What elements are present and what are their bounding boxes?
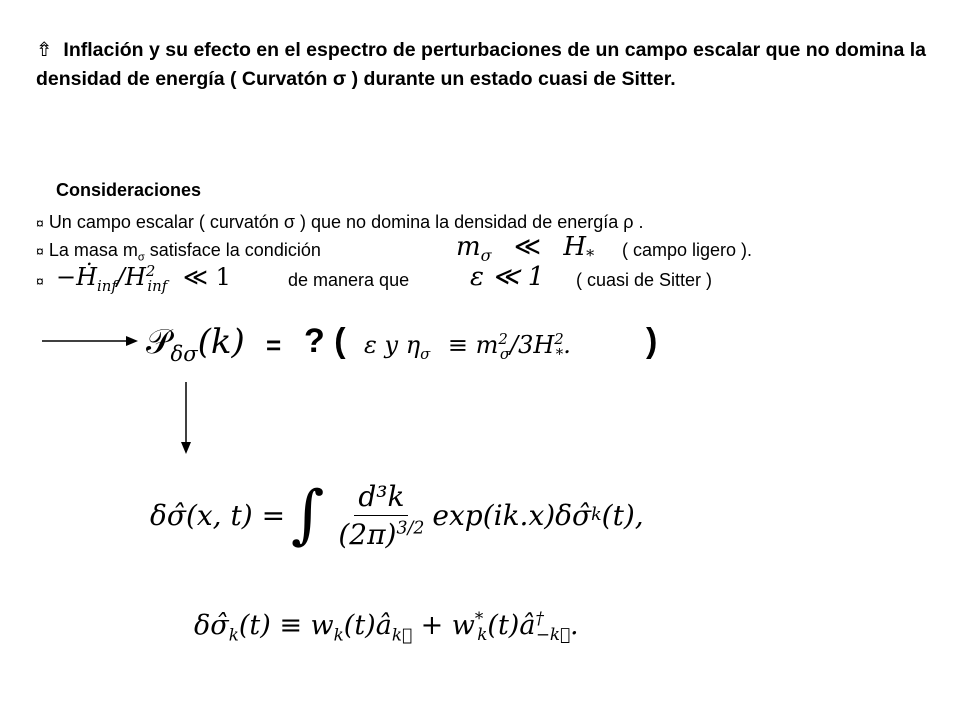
right-arrow-icon — [40, 330, 140, 352]
power-spectrum-symbol — [146, 322, 245, 366]
fraction-numerator: d³k — [354, 480, 408, 516]
mode-lhs-sub: k — [228, 624, 239, 645]
mode-a-dagger: (t)â — [487, 610, 536, 641]
math-over-H: /3H — [510, 331, 555, 359]
bullet-icon: ¤ — [36, 273, 44, 289]
mode-w-star: * — [474, 608, 484, 628]
condition-text: satisface la condición — [144, 240, 321, 260]
mode-lhs: δσ̂ — [194, 610, 229, 641]
integral-sign: ∫ — [291, 478, 325, 552]
consideration-line-1 — [36, 212, 644, 233]
math-less-one: ≪ 1 — [182, 263, 231, 291]
math-P-sub: δσ — [170, 340, 198, 366]
math-eps-eta: ε y η — [364, 331, 421, 359]
mode-period: . — [570, 610, 579, 641]
math-period: . — [563, 331, 571, 359]
mode-a-sub: k⃗ — [391, 624, 412, 645]
light-field-condition — [456, 232, 594, 265]
mode-w2-sub: k — [477, 624, 488, 645]
mode-decomposition-equation — [194, 608, 579, 644]
math-P: 𝒫 — [146, 322, 171, 362]
math-much-less: ≪ — [513, 232, 542, 262]
bullet-icon: ¤ — [36, 215, 44, 231]
consideration-text-3: de manera que — [288, 270, 410, 290]
fraction-denominator — [334, 516, 428, 551]
math-equiv-m: ≡ m — [447, 331, 499, 359]
mode-dagger: † — [535, 608, 544, 628]
slow-roll-condition — [56, 262, 231, 295]
field-rhs-end: (t), — [601, 498, 644, 532]
mode-w-sub: k — [333, 624, 344, 645]
consideration-line-3-bullet — [36, 270, 44, 291]
slow-roll-parameters — [364, 330, 571, 363]
bullet-icon: ¤ — [36, 243, 44, 259]
field-expansion-equation — [150, 478, 644, 552]
field-rhs-sub: k — [591, 505, 602, 525]
math-H2-sup: 2 — [145, 262, 156, 280]
denominator-exponent: 3/2 — [396, 518, 425, 539]
page-title — [36, 36, 936, 94]
math-Hdot-sub: inf — [97, 276, 117, 295]
mode-a: (t)â — [343, 610, 392, 641]
measure-fraction — [334, 480, 428, 551]
field-lhs: δσ̂(x, t) = — [150, 498, 286, 532]
math-H-sub: * — [586, 246, 595, 266]
down-arrow-icon — [176, 380, 196, 456]
math-H-sub2: * — [555, 344, 564, 363]
math-eta-sub: σ — [420, 344, 431, 363]
mode-equiv-w: (t) ≡ w — [238, 610, 334, 641]
math-m: m — [456, 232, 481, 262]
math-H2: /H — [116, 263, 146, 291]
math-m-sub: σ — [480, 246, 492, 266]
math-P-arg: (k) — [197, 322, 245, 362]
consideration-line-2 — [36, 240, 321, 264]
denominator-base: (2π) — [338, 517, 397, 551]
math-m-sup: 2 — [498, 330, 508, 348]
spectrum-question: ? ( — [304, 322, 346, 360]
mode-plus-w: + w — [412, 610, 475, 641]
considerations-heading: Consideraciones — [56, 180, 202, 200]
math-H2-sub: inf — [147, 276, 168, 295]
math-H-sup: 2 — [554, 330, 564, 348]
light-field-note: ( campo ligero ). — [622, 240, 753, 260]
math-m-sub2: σ — [499, 344, 510, 363]
quasi-de-sitter-note: ( cuasi de Sitter ) — [576, 270, 713, 290]
spectrum-close-paren: ) — [646, 322, 658, 360]
field-rhs: exp(ik.x)δσ̂ — [432, 498, 592, 532]
spectrum-equals: = — [266, 330, 282, 360]
mass-subscript: σ — [137, 251, 145, 264]
title-text: Inflación y su efecto en el espectro de perturbaciones de un campo escalar que no domina la densidad de energía ( Curvatón σ ) durante un estado cuasi de Sitter. — [36, 39, 926, 90]
mode-a2-sub: −k⃗ — [535, 624, 571, 645]
mass-label: La masa m — [48, 240, 138, 260]
math-H: H — [563, 232, 587, 262]
quasi-de-sitter-condition: ε ≪ 1 — [470, 262, 545, 292]
up-arrow-icon: ⇮ — [36, 39, 53, 61]
consideration-text-1: Un campo escalar ( curvatón σ ) que no domina la densidad de energía ρ . — [48, 212, 644, 232]
math-Hdot: −Ḣ — [56, 263, 98, 291]
